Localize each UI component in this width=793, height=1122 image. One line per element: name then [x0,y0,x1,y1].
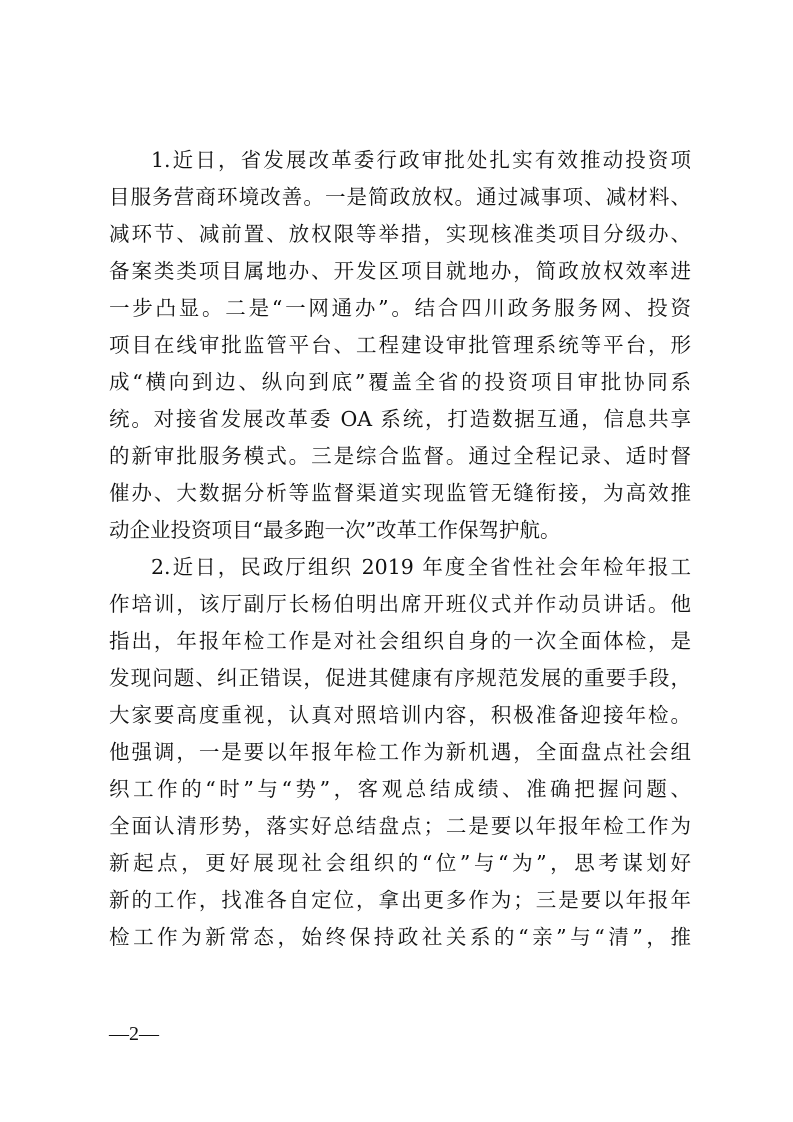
paragraph-line: 一步凸显。二是“一网通办”。结合四川政务服务网、投资 [109,296,691,320]
page-number: —2— [109,1023,159,1045]
paragraph-line: 检工作为新常态，始终保持政社关系的“亲”与“清”，推 [109,925,691,949]
paragraph-line: 指出，年报年检工作是对社会组织自身的一次全面体检，是 [109,629,691,653]
paragraph-line: 动企业投资项目“最多跑一次”改革工作保驾护航。 [109,518,561,542]
paragraph-line: 成“横向到边、纵向到底”覆盖全省的投资项目审批协同系 [109,370,691,394]
paragraph-line: 新的工作，找准各自定位，拿出更多作为；三是要以年报年 [109,888,691,912]
paragraph-line: 减环节、减前置、放权限等举措，实现核准类项目分级办、 [109,222,691,246]
paragraph-line: 催办、大数据分析等监督渠道实现监管无缝衔接，为高效推 [109,481,691,505]
paragraph-line: 统。对接省发展改革委 OA 系统，打造数据互通，信息共享 [109,407,691,431]
paragraph-line: 项目在线审批监管平台、工程建设审批管理系统等平台，形 [109,333,691,357]
paragraph-line: 织工作的“时”与“势”，客观总结成绩、准确把握问题、 [109,777,691,801]
paragraph-line: 大家要高度重视，认真对照培训内容，积极准备迎接年检。 [109,703,691,727]
paragraph-line: 作培训，该厅副厅长杨伯明出席开班仪式并作动员讲话。他 [109,592,691,616]
paragraph-line: 新起点，更好展现社会组织的“位”与“为”，思考谋划好 [109,851,691,875]
paragraph-line: 的新审批服务模式。三是综合监督。通过全程记录、适时督 [109,444,691,468]
paragraph-line: 他强调，一是要以年报年检工作为新机遇，全面盘点社会组 [109,740,691,764]
paragraph-line: 1.近日，省发展改革委行政审批处扎实有效推动投资项 [151,148,691,172]
paragraph-line: 发现问题、纠正错误，促进其健康有序规范发展的重要手段， [109,666,691,690]
paragraph-line: 全面认清形势，落实好总结盘点；二是要以年报年检工作为 [109,814,691,838]
paragraph-line: 2.近日，民政厅组织 2019 年度全省性社会年检年报工 [151,555,691,579]
paragraph-line: 目服务营商环境改善。一是简政放权。通过减事项、减材料、 [109,185,691,209]
paragraph-line: 备案类类项目属地办、开发区项目就地办，简政放权效率进 [109,259,691,283]
